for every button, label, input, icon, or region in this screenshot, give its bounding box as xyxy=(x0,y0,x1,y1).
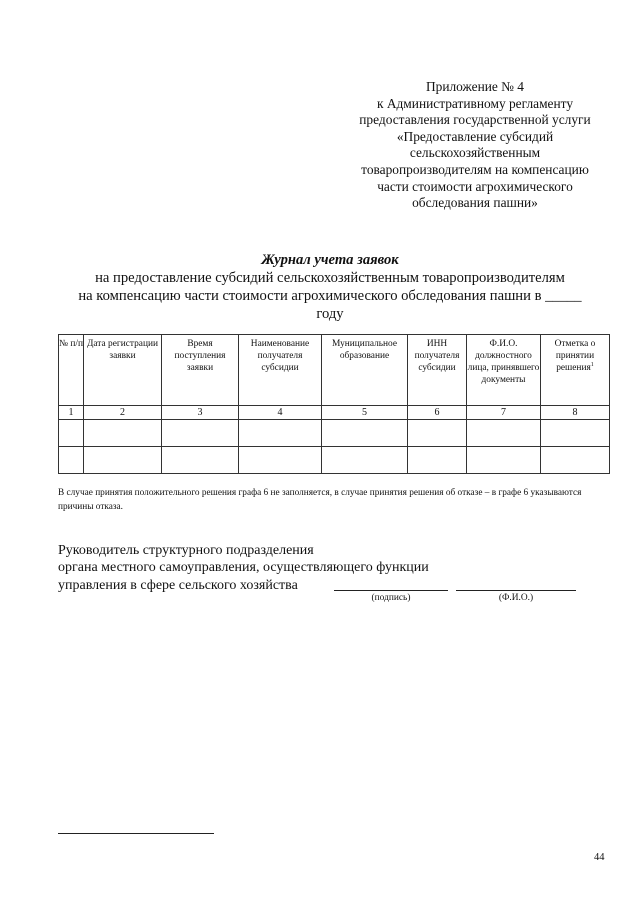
appendix-line: товаропроизводителям на компенсацию xyxy=(361,161,589,177)
name-blank-line xyxy=(456,590,576,591)
column-number: 1 xyxy=(59,406,84,420)
table-note: В случае принятия положительного решения графа 6 не заполняется, в случае принятия решения об отказе – в графе 6 указываются причины отказа. xyxy=(58,488,582,512)
column-header: Наименование получателя субсидии xyxy=(239,335,322,406)
signature-line: органа местного самоуправления, осуществляющего функции xyxy=(58,560,429,576)
journal-subtitle-line: на предоставление субсидий сельскохозяйственным товаропроизводителям xyxy=(95,270,565,286)
column-header: Ф.И.О. должностного лица, принявшего документы xyxy=(467,335,541,406)
table-cell xyxy=(239,447,322,474)
journal-title: Журнал учета заявок xyxy=(261,252,399,268)
journal-subtitle-line: году xyxy=(316,306,344,322)
column-header-decision xyxy=(541,335,610,406)
column-header-text: Отметка о принятии решения xyxy=(554,339,596,373)
appendix-header xyxy=(318,79,632,212)
table-cell xyxy=(322,447,408,474)
name-caption: (Ф.И.О.) xyxy=(498,593,534,603)
table-cell xyxy=(408,420,467,447)
column-header: Дата регистрации заявки xyxy=(84,335,162,406)
column-number-row xyxy=(59,406,610,420)
footnote-mark: 1 xyxy=(590,361,594,368)
table-row xyxy=(59,447,610,474)
table-row xyxy=(59,420,610,447)
table-cell xyxy=(162,447,239,474)
signature-line: Руководитель структурного подразделения xyxy=(58,543,314,558)
signature-blank-line xyxy=(334,590,448,591)
table-cell xyxy=(84,447,162,474)
appendix-line: сельскохозяйственным xyxy=(409,145,541,161)
table-cell xyxy=(541,447,610,474)
table-cell xyxy=(322,420,408,447)
column-header: Муниципальное образование xyxy=(322,335,408,406)
column-header: ИНН получателя субсидии xyxy=(408,335,467,406)
column-header: № п/п xyxy=(59,335,84,406)
table-cell xyxy=(162,420,239,447)
table-cell xyxy=(467,447,541,474)
appendix-line: «Предоставление субсидий xyxy=(396,128,554,144)
column-header: Время поступления заявки xyxy=(162,335,239,406)
table-cell xyxy=(84,420,162,447)
column-number: 8 xyxy=(541,406,610,420)
appendix-line: обследования пашни» xyxy=(412,195,538,211)
table-cell xyxy=(239,420,322,447)
column-number: 6 xyxy=(408,406,467,420)
appendix-line: предоставления государственной услуги xyxy=(359,112,591,128)
table-cell xyxy=(59,420,84,447)
table-cell xyxy=(408,447,467,474)
column-number: 7 xyxy=(467,406,541,420)
column-number: 2 xyxy=(84,406,162,420)
footnote-divider xyxy=(58,833,214,834)
signature-block xyxy=(58,542,618,594)
column-number: 4 xyxy=(239,406,322,420)
appendix-line: Приложение № 4 xyxy=(425,79,525,94)
journal-subtitle-line: на компенсацию части стоимости агрохимического обследования пашни в _____ xyxy=(78,288,582,304)
journal-title-block xyxy=(40,251,620,323)
journal-table xyxy=(58,334,610,474)
column-number: 3 xyxy=(162,406,239,420)
column-number: 5 xyxy=(322,406,408,420)
page-number: 44 xyxy=(594,852,605,863)
appendix-line: части стоимости агрохимического xyxy=(377,178,573,194)
signature-line: управления в сфере сельского хозяйства xyxy=(58,577,298,593)
appendix-line: к Административному регламенту xyxy=(376,95,574,111)
table-header-row xyxy=(59,335,610,406)
table-cell xyxy=(467,420,541,447)
table-cell xyxy=(541,420,610,447)
signature-caption: (подпись) xyxy=(371,593,411,603)
table-cell xyxy=(59,447,84,474)
